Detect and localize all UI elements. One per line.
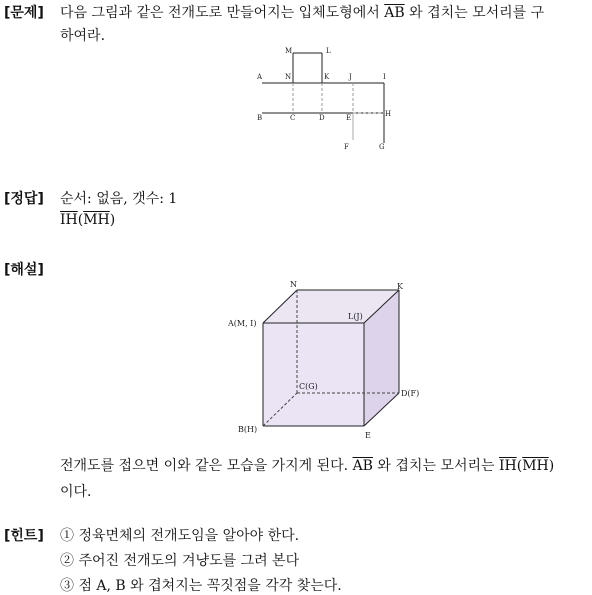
problem-text-b: 와 겹치는 모서리를 구 <box>409 5 545 21</box>
explanation-text-a: 전개도를 접으면 이와 같은 모습을 가지게 된다. <box>60 458 349 474</box>
hint-3: ③ 점 A, B 와 겹쳐지는 꼭짓점을 각각 찾는다. <box>60 578 342 594</box>
segment-ih: $\overline{IH}$ <box>60 212 78 228</box>
net-label-l: L <box>326 47 331 55</box>
net-label-h: H <box>385 110 392 118</box>
net-label-m: M <box>285 47 293 55</box>
problem-text-a: 다음 그림과 같은 전개도로 만들어지는 입체도형에서 <box>60 5 380 21</box>
net-label-j: J <box>349 73 352 81</box>
cube-label-ami: A(M, I) <box>228 319 257 328</box>
cube-label-lj: L(J) <box>348 312 363 321</box>
net-label-a: A <box>257 73 263 81</box>
explanation-tag: [해설] <box>4 262 44 278</box>
problem-line-1 <box>60 2 544 22</box>
explanation-segment-ih: $\overline{IH}$ <box>498 458 517 474</box>
answer-line-2: $\overline{IH}(\overline{MH})$ <box>60 212 116 228</box>
segment-mh: $\overline{MH}$ <box>83 212 110 228</box>
cube-label-k: K <box>397 282 403 291</box>
net-label-c: C <box>290 114 296 122</box>
hint-tag: [힌트] <box>4 528 44 544</box>
cube-net-diagram <box>250 42 400 152</box>
cube-label-cg: C(G) <box>299 382 318 391</box>
cube-diagram <box>225 278 430 443</box>
net-label-n: N <box>285 73 292 81</box>
cube-label-df: D(F) <box>401 389 420 398</box>
net-label-d: D <box>319 114 325 122</box>
explanation-segment-mh: $\overline{MH}$ <box>522 458 549 474</box>
cube-label-bh: B(H) <box>238 425 258 434</box>
net-label-b: B <box>257 114 263 122</box>
problem-line-2: 하여라. <box>60 28 106 44</box>
explanation-segment-ab: $\overline{AB}$ <box>352 458 373 474</box>
hint-1: ① 정육면체의 전개도임을 알아야 한다. <box>60 528 300 544</box>
explanation-line-2: 이다. <box>60 484 92 500</box>
net-label-f: F <box>344 143 349 151</box>
answer-line-1: 순서: 없음, 갯수: 1 <box>60 191 178 207</box>
problem-tag: [문제] <box>4 5 44 21</box>
hint-2: ② 주어진 전개도의 겨냥도를 그려 본다 <box>60 553 300 569</box>
segment-ab: $\overline{AB}$ <box>384 5 405 21</box>
cube-label-e: E <box>365 431 371 440</box>
answer-tag: [정답] <box>4 191 44 207</box>
net-label-i: I <box>383 73 386 81</box>
cube-label-n: N <box>290 280 297 289</box>
net-label-e: E <box>346 114 352 122</box>
net-label-g: G <box>379 143 385 151</box>
explanation-line-1: 전개도를 접으면 이와 같은 모습을 가지게 된다. $\overline{AB}$ 와 겹치는 모서리는 $\overline{IH}(\overline{MH})$ <box>60 458 555 474</box>
net-label-k: K <box>324 73 330 81</box>
explanation-text-b: 와 겹치는 모서리는 <box>377 458 495 474</box>
